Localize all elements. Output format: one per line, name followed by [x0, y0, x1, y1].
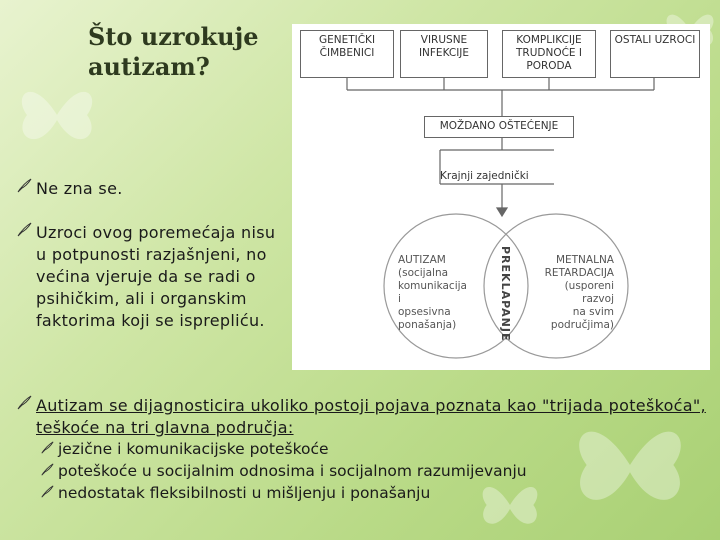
- autism-circle-line: opsesivna: [398, 306, 451, 318]
- causes-diagram: [292, 24, 710, 370]
- retardation-circle-title: METNALNA RETARDACIJA: [544, 254, 614, 279]
- cause-box-genetic: GENETIČKI ČIMBENICI: [300, 30, 394, 78]
- retardation-circle-line: područjima): [550, 319, 614, 331]
- sub-bullet-text: nedostatak fleksibilnosti u mišljenju i ponašanju: [58, 484, 431, 502]
- autism-circle-line: ponašanja): [398, 319, 457, 331]
- feather-quill-icon: [16, 222, 32, 238]
- feather-quill-icon: [40, 485, 54, 499]
- feather-quill-icon: [16, 178, 32, 194]
- cause-box-viral: VIRUSNE INFEKCIJE: [400, 30, 488, 78]
- retardation-circle-line: razvoj: [582, 293, 614, 305]
- retardation-circle-line: (usporeni: [564, 280, 614, 292]
- overlap-label: PREKLAPANJE: [499, 246, 512, 342]
- bullet-text: Ne zna se.: [36, 179, 123, 198]
- feather-quill-icon: [16, 395, 32, 411]
- common-path-label: Krajnji zajednički: [440, 170, 529, 182]
- feather-quill-icon: [40, 441, 54, 455]
- bullet-text: Autizam se dijagnosticira ukoliko postoji pojava poznata kao "trijada poteškoća", teškoće na tri glavna područja:: [36, 396, 706, 437]
- butterfly-decoration-icon: [12, 70, 102, 160]
- cause-box-other: OSTALI UZROCI: [610, 30, 700, 78]
- autism-circle-title: AUTIZAM: [398, 254, 446, 266]
- autism-circle-line: (socijalna: [398, 267, 449, 279]
- bullet-text: Uzroci ovog poremećaja nisu u potpunosti razjašnjeni, no većina vjeruje da se radi o psihičkim, ali i organskim faktorima koji se isprepliću.: [36, 223, 276, 330]
- retardation-circle-line: na svim: [572, 306, 614, 318]
- autism-circle-line: komunikacija: [398, 280, 467, 292]
- brain-damage-box: MOŽDANO OŠTEĆENJE: [424, 116, 574, 138]
- slide-title: Što uzrokuje autizam?: [88, 22, 259, 81]
- autism-circle-line: i: [398, 293, 401, 305]
- sub-bullet-text: jezične i komunikacijske poteškoće: [58, 440, 329, 458]
- cause-box-pregnancy: KOMPLIKCIJE TRUDNOĆE I PORODA: [502, 30, 596, 78]
- sub-bullet-text: poteškoće u socijalnim odnosima i socijalnom razumijevanju: [58, 462, 527, 480]
- feather-quill-icon: [40, 463, 54, 477]
